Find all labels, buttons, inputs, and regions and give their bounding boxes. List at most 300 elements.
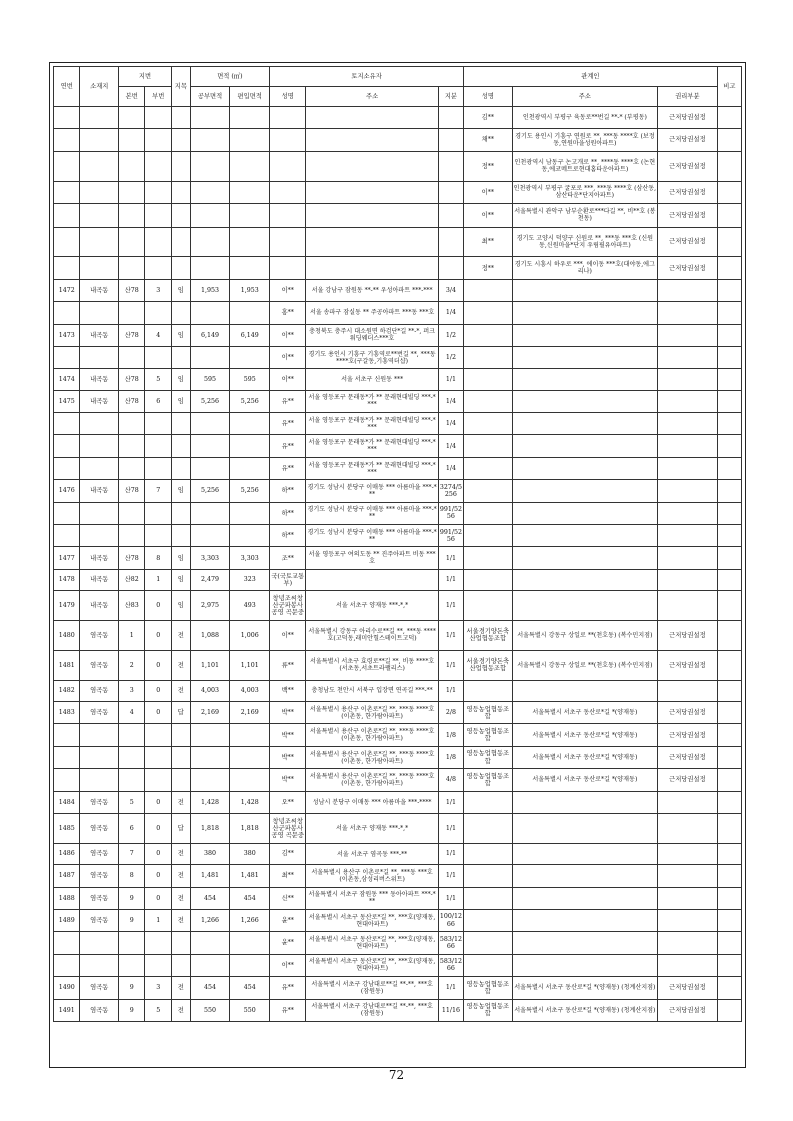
cell-incorp-area bbox=[230, 107, 270, 129]
cell-st-name bbox=[464, 910, 513, 932]
cell-share: 2/8 bbox=[438, 702, 463, 724]
cell-st-name bbox=[464, 547, 513, 569]
cell-category bbox=[171, 502, 190, 524]
cell-owner-addr: 서울 영등포구 문래동*가 ** 문래현대빌딩 ***-**** bbox=[306, 390, 438, 412]
cell-share bbox=[438, 129, 463, 151]
cell-st-name: 정** bbox=[464, 151, 513, 181]
cell-category: 임 bbox=[171, 390, 190, 412]
table-row bbox=[54, 769, 742, 791]
cell-st-addr bbox=[512, 457, 658, 479]
cell-owner-name: 박** bbox=[270, 724, 306, 746]
cell-owner-addr: 서울특별시 서초구 강남대로**길 **-**, ***호(잠원동) bbox=[306, 977, 438, 999]
table-row bbox=[54, 107, 742, 129]
cell-note bbox=[717, 435, 741, 457]
cell-sub bbox=[145, 525, 171, 547]
cell-main: 9 bbox=[119, 999, 145, 1021]
cell-note bbox=[717, 390, 741, 412]
table-row bbox=[54, 151, 742, 181]
cell-main: 4 bbox=[119, 702, 145, 724]
cell-no bbox=[54, 413, 80, 435]
table-row bbox=[54, 525, 742, 547]
cell-location: 염곡동 bbox=[80, 887, 119, 909]
table-row bbox=[54, 591, 742, 621]
cell-sub: 3 bbox=[145, 977, 171, 999]
cell-st-name: 영등농업협동조합 bbox=[464, 977, 513, 999]
cell-category bbox=[171, 302, 190, 324]
cell-no bbox=[54, 435, 80, 457]
cell-main bbox=[119, 435, 145, 457]
cell-owner-addr: 경기도 성남시 분당구 이매동 *** 아름마을 ***-*** bbox=[306, 525, 438, 547]
cell-public-area: 2,975 bbox=[190, 591, 230, 621]
cell-st-name bbox=[464, 413, 513, 435]
cell-public-area: 6,149 bbox=[190, 324, 230, 346]
cell-location bbox=[80, 204, 119, 228]
cell-st-addr: 경기도 시흥시 하우로 ***, 에이동 ***호(대야동,에그리나) bbox=[512, 257, 658, 279]
cell-incorp-area bbox=[230, 181, 270, 203]
cell-owner-addr: 서울특별시 강동구 아리수로**길 **, ***동 ****호(고덕동,래미안힐스테이트고덕) bbox=[306, 621, 438, 651]
cell-right bbox=[658, 680, 718, 701]
cell-incorp-area: 2,169 bbox=[230, 702, 270, 724]
cell-main: 산78 bbox=[119, 324, 145, 346]
cell-location bbox=[80, 769, 119, 791]
cell-st-name: 김** bbox=[464, 107, 513, 129]
cell-share bbox=[438, 227, 463, 257]
header-main: 본번 bbox=[119, 87, 145, 107]
cell-category: 임 bbox=[171, 279, 190, 301]
cell-location: 염곡동 bbox=[80, 910, 119, 932]
cell-st-name bbox=[464, 680, 513, 701]
cell-sub bbox=[145, 257, 171, 279]
cell-category: 임 bbox=[171, 591, 190, 621]
cell-incorp-area bbox=[230, 435, 270, 457]
cell-sub: 3 bbox=[145, 279, 171, 301]
cell-note bbox=[717, 129, 741, 151]
cell-incorp-area: 380 bbox=[230, 843, 270, 864]
table-row bbox=[54, 227, 742, 257]
cell-note bbox=[717, 347, 741, 369]
cell-no: 1487 bbox=[54, 865, 80, 887]
cell-owner-name: 유** bbox=[270, 977, 306, 999]
cell-share: 4/8 bbox=[438, 769, 463, 791]
cell-incorp-area bbox=[230, 302, 270, 324]
cell-st-addr: 서울특별시 서초구 동산로*길 *(양재동) bbox=[512, 724, 658, 746]
cell-owner-name: 유** bbox=[270, 999, 306, 1021]
cell-owner-addr: 경기도 성남시 분당구 이매동 *** 아름마을 ***-*** bbox=[306, 502, 438, 524]
table-row bbox=[54, 977, 742, 999]
cell-share bbox=[438, 151, 463, 181]
cell-no: 1478 bbox=[54, 569, 80, 590]
cell-category bbox=[171, 257, 190, 279]
cell-main bbox=[119, 502, 145, 524]
header-owner-name: 성명 bbox=[270, 87, 306, 107]
header-st-name: 성명 bbox=[464, 87, 513, 107]
cell-note bbox=[717, 227, 741, 257]
table-row bbox=[54, 569, 742, 590]
cell-st-name bbox=[464, 369, 513, 390]
cell-note bbox=[717, 204, 741, 228]
table-row bbox=[54, 390, 742, 412]
cell-st-addr bbox=[512, 435, 658, 457]
table-row bbox=[54, 954, 742, 976]
cell-owner-addr: 서울특별시 서초구 동산로*길 **, ***호(양재동, 현대아파트) bbox=[306, 954, 438, 976]
cell-no: 1485 bbox=[54, 814, 80, 844]
cell-public-area bbox=[190, 457, 230, 479]
cell-st-addr bbox=[512, 302, 658, 324]
cell-incorp-area: 6,149 bbox=[230, 324, 270, 346]
cell-no: 1490 bbox=[54, 977, 80, 999]
table-row bbox=[54, 347, 742, 369]
cell-main: 8 bbox=[119, 865, 145, 887]
cell-st-addr: 인천광역시 남동구 논고개로 **, ****동 ****호 (논현동,에코메트로현대홈타운아파트) bbox=[512, 151, 658, 181]
cell-st-name bbox=[464, 843, 513, 864]
cell-no: 1477 bbox=[54, 547, 80, 569]
cell-owner-name: 조** bbox=[270, 547, 306, 569]
cell-main: 산78 bbox=[119, 547, 145, 569]
cell-category: 임 bbox=[171, 569, 190, 590]
cell-incorp-area bbox=[230, 502, 270, 524]
cell-right bbox=[658, 887, 718, 909]
cell-share: 1/1 bbox=[438, 843, 463, 864]
cell-st-addr bbox=[512, 680, 658, 701]
cell-st-name: 이** bbox=[464, 181, 513, 203]
table-row bbox=[54, 457, 742, 479]
cell-main bbox=[119, 413, 145, 435]
cell-sub: 0 bbox=[145, 843, 171, 864]
cell-no bbox=[54, 932, 80, 954]
cell-sub: 1 bbox=[145, 910, 171, 932]
cell-location bbox=[80, 954, 119, 976]
cell-category bbox=[171, 954, 190, 976]
cell-owner-addr: 서울 서초구 양재동 ***-*,* bbox=[306, 591, 438, 621]
table-row bbox=[54, 843, 742, 864]
header-public-area: 공부면적 bbox=[190, 87, 230, 107]
cell-share: 1/2 bbox=[438, 324, 463, 346]
cell-owner-addr: 서울특별시 용산구 이촌로*길 **, ***동 ****호(이촌동, 한가람아파트) bbox=[306, 724, 438, 746]
cell-share: 1/4 bbox=[438, 413, 463, 435]
cell-main: 5 bbox=[119, 791, 145, 813]
cell-public-area bbox=[190, 302, 230, 324]
header-area: 면적 (㎡) bbox=[190, 67, 269, 87]
cell-location: 염곡동 bbox=[80, 650, 119, 680]
cell-public-area: 595 bbox=[190, 369, 230, 390]
cell-owner-name: 하** bbox=[270, 525, 306, 547]
cell-category: 임 bbox=[171, 369, 190, 390]
header-st-addr: 주소 bbox=[512, 87, 658, 107]
cell-sub bbox=[145, 746, 171, 768]
cell-main bbox=[119, 525, 145, 547]
cell-owner-name: 국(국토교통부) bbox=[270, 569, 306, 590]
cell-incorp-area: 493 bbox=[230, 591, 270, 621]
cell-location: 내곡동 bbox=[80, 591, 119, 621]
cell-location bbox=[80, 107, 119, 129]
cell-st-name bbox=[464, 525, 513, 547]
cell-owner-name: 이** bbox=[270, 347, 306, 369]
cell-public-area: 454 bbox=[190, 977, 230, 999]
cell-category bbox=[171, 457, 190, 479]
table-row bbox=[54, 865, 742, 887]
cell-st-name bbox=[464, 932, 513, 954]
cell-sub bbox=[145, 932, 171, 954]
cell-main: 산78 bbox=[119, 279, 145, 301]
cell-no bbox=[54, 954, 80, 976]
cell-note bbox=[717, 680, 741, 701]
cell-owner-name: 이** bbox=[270, 324, 306, 346]
table-row bbox=[54, 480, 742, 502]
cell-sub: 5 bbox=[145, 999, 171, 1021]
cell-note bbox=[717, 650, 741, 680]
cell-st-addr bbox=[512, 279, 658, 301]
cell-note bbox=[717, 999, 741, 1021]
cell-category bbox=[171, 129, 190, 151]
cell-st-addr: 서울특별시 강동구 상일로 **(천호동) (복수민지점) bbox=[512, 621, 658, 651]
cell-st-name bbox=[464, 435, 513, 457]
cell-share: 1/1 bbox=[438, 547, 463, 569]
cell-incorp-area bbox=[230, 769, 270, 791]
cell-owner-name: 이** bbox=[270, 279, 306, 301]
cell-note bbox=[717, 932, 741, 954]
cell-incorp-area bbox=[230, 525, 270, 547]
cell-right: 근저당권설정 bbox=[658, 227, 718, 257]
cell-right bbox=[658, 591, 718, 621]
cell-owner-name: 윤** bbox=[270, 910, 306, 932]
header-owner: 토지소유자 bbox=[270, 67, 464, 87]
cell-sub bbox=[145, 347, 171, 369]
cell-st-addr: 서울특별시 서초구 동산로*길 *(양재동) bbox=[512, 746, 658, 768]
cell-st-name bbox=[464, 347, 513, 369]
cell-right bbox=[658, 843, 718, 864]
cell-category: 전 bbox=[171, 843, 190, 864]
cell-public-area bbox=[190, 769, 230, 791]
table-row bbox=[54, 502, 742, 524]
cell-main bbox=[119, 181, 145, 203]
cell-share bbox=[438, 204, 463, 228]
cell-category: 전 bbox=[171, 910, 190, 932]
cell-st-name bbox=[464, 324, 513, 346]
cell-public-area: 380 bbox=[190, 843, 230, 864]
cell-incorp-area bbox=[230, 413, 270, 435]
cell-note bbox=[717, 502, 741, 524]
cell-public-area bbox=[190, 181, 230, 203]
cell-location bbox=[80, 435, 119, 457]
cell-public-area: 1,953 bbox=[190, 279, 230, 301]
cell-incorp-area: 1,101 bbox=[230, 650, 270, 680]
cell-owner-name bbox=[270, 204, 306, 228]
cell-st-addr bbox=[512, 887, 658, 909]
cell-incorp-area: 5,256 bbox=[230, 480, 270, 502]
cell-note bbox=[717, 151, 741, 181]
cell-location: 염곡동 bbox=[80, 977, 119, 999]
cell-location bbox=[80, 525, 119, 547]
cell-st-addr: 서울특별시 서초구 동산로*길 *(양재동) (청계산지점) bbox=[512, 999, 658, 1021]
cell-main bbox=[119, 457, 145, 479]
cell-location bbox=[80, 151, 119, 181]
cell-public-area: 5,256 bbox=[190, 390, 230, 412]
cell-location: 내곡동 bbox=[80, 547, 119, 569]
cell-st-addr bbox=[512, 413, 658, 435]
cell-location: 내곡동 bbox=[80, 480, 119, 502]
cell-share: 1/8 bbox=[438, 746, 463, 768]
cell-category bbox=[171, 347, 190, 369]
cell-owner-name: 박** bbox=[270, 769, 306, 791]
cell-st-addr: 인천광역시 부평구 굴포로 ***, ***동 ****호 (삼산동, 삼산타운*단지아파트) bbox=[512, 181, 658, 203]
cell-st-addr bbox=[512, 591, 658, 621]
cell-incorp-area: 1,818 bbox=[230, 814, 270, 844]
cell-owner-addr: 서울특별시 용산구 이촌로*길 **, ***동 ****호(이촌동, 한가람아파트) bbox=[306, 746, 438, 768]
cell-incorp-area bbox=[230, 932, 270, 954]
cell-no bbox=[54, 181, 80, 203]
cell-st-addr: 서울특별시 서초구 동산로*길 *(양재동) bbox=[512, 769, 658, 791]
cell-public-area: 1,481 bbox=[190, 865, 230, 887]
cell-no: 1479 bbox=[54, 591, 80, 621]
cell-incorp-area bbox=[230, 724, 270, 746]
cell-category: 임 bbox=[171, 547, 190, 569]
cell-main bbox=[119, 204, 145, 228]
cell-location: 내곡동 bbox=[80, 390, 119, 412]
cell-right: 근저당권설정 bbox=[658, 999, 718, 1021]
cell-main bbox=[119, 724, 145, 746]
cell-category: 전 bbox=[171, 621, 190, 651]
cell-incorp-area bbox=[230, 257, 270, 279]
cell-location bbox=[80, 181, 119, 203]
cell-public-area bbox=[190, 954, 230, 976]
cell-sub: 5 bbox=[145, 369, 171, 390]
cell-owner-addr: 경기도 성남시 분당구 이매동 *** 아름마을 ***-*** bbox=[306, 480, 438, 502]
cell-owner-name bbox=[270, 257, 306, 279]
cell-no bbox=[54, 769, 80, 791]
cell-note bbox=[717, 480, 741, 502]
cell-st-name bbox=[464, 865, 513, 887]
cell-incorp-area: 595 bbox=[230, 369, 270, 390]
cell-note bbox=[717, 181, 741, 203]
cell-main bbox=[119, 302, 145, 324]
cell-incorp-area bbox=[230, 347, 270, 369]
cell-category: 전 bbox=[171, 791, 190, 813]
cell-no: 1491 bbox=[54, 999, 80, 1021]
cell-no: 1476 bbox=[54, 480, 80, 502]
cell-right bbox=[658, 932, 718, 954]
cell-right bbox=[658, 502, 718, 524]
cell-sub bbox=[145, 181, 171, 203]
cell-right: 근저당권설정 bbox=[658, 181, 718, 203]
cell-right bbox=[658, 390, 718, 412]
cell-owner-name: 류** bbox=[270, 650, 306, 680]
cell-note bbox=[717, 865, 741, 887]
cell-incorp-area bbox=[230, 204, 270, 228]
cell-st-addr bbox=[512, 369, 658, 390]
cell-category: 전 bbox=[171, 865, 190, 887]
cell-right bbox=[658, 413, 718, 435]
cell-no bbox=[54, 257, 80, 279]
cell-public-area bbox=[190, 204, 230, 228]
cell-st-addr: 서울특별시 서초구 동산로*길 *(양재동) bbox=[512, 702, 658, 724]
cell-public-area bbox=[190, 413, 230, 435]
cell-owner-addr bbox=[306, 181, 438, 203]
cell-sub bbox=[145, 204, 171, 228]
cell-share: 100/1266 bbox=[438, 910, 463, 932]
cell-owner-name bbox=[270, 151, 306, 181]
cell-owner-name: 신** bbox=[270, 887, 306, 909]
cell-st-name: 영등농업협동조합 bbox=[464, 999, 513, 1021]
cell-incorp-area: 1,428 bbox=[230, 791, 270, 813]
cell-st-addr bbox=[512, 843, 658, 864]
table-row bbox=[54, 547, 742, 569]
cell-incorp-area: 3,303 bbox=[230, 547, 270, 569]
cell-owner-name: 하** bbox=[270, 480, 306, 502]
cell-note bbox=[717, 977, 741, 999]
cell-st-addr bbox=[512, 932, 658, 954]
cell-no bbox=[54, 302, 80, 324]
header-location: 소재지 bbox=[80, 67, 119, 107]
cell-st-name: 영등농업협동조합 bbox=[464, 724, 513, 746]
cell-note bbox=[717, 569, 741, 590]
cell-incorp-area bbox=[230, 457, 270, 479]
cell-no: 1482 bbox=[54, 680, 80, 701]
cell-st-addr bbox=[512, 791, 658, 813]
cell-st-name: 서울경기양돈축산업협동조합 bbox=[464, 650, 513, 680]
cell-st-name: 정** bbox=[464, 257, 513, 279]
cell-note bbox=[717, 324, 741, 346]
cell-right: 근저당권설정 bbox=[658, 746, 718, 768]
cell-category: 전 bbox=[171, 680, 190, 701]
cell-category bbox=[171, 769, 190, 791]
cell-public-area bbox=[190, 129, 230, 151]
table-row bbox=[54, 724, 742, 746]
cell-st-name bbox=[464, 480, 513, 502]
cell-right bbox=[658, 457, 718, 479]
cell-owner-name: 이** bbox=[270, 369, 306, 390]
cell-location: 내곡동 bbox=[80, 279, 119, 301]
header-lot: 지번 bbox=[119, 67, 172, 87]
cell-category bbox=[171, 181, 190, 203]
cell-owner-addr bbox=[306, 569, 438, 590]
header-stakeholder: 관계인 bbox=[464, 67, 718, 87]
cell-owner-addr bbox=[306, 204, 438, 228]
cell-location bbox=[80, 347, 119, 369]
cell-main bbox=[119, 129, 145, 151]
cell-owner-addr: 서울특별시 용산구 이촌로*길 **, ***동 ****호 (이촌동, 한가람아파트) bbox=[306, 702, 438, 724]
cell-right: 근저당권설정 bbox=[658, 769, 718, 791]
cell-no bbox=[54, 525, 80, 547]
cell-category: 전 bbox=[171, 999, 190, 1021]
cell-owner-name bbox=[270, 227, 306, 257]
cell-st-name: 이** bbox=[464, 204, 513, 228]
cell-note bbox=[717, 457, 741, 479]
cell-public-area bbox=[190, 525, 230, 547]
cell-st-addr bbox=[512, 324, 658, 346]
cell-public-area: 4,003 bbox=[190, 680, 230, 701]
cell-owner-name: 유** bbox=[270, 435, 306, 457]
cell-note bbox=[717, 525, 741, 547]
cell-owner-name: 창녕조씨창산군파봉사공영 곡문중 bbox=[270, 591, 306, 621]
cell-sub bbox=[145, 457, 171, 479]
cell-location: 염곡동 bbox=[80, 621, 119, 651]
table-row bbox=[54, 369, 742, 390]
cell-owner-addr: 서울 강남구 잠원동 **-** 우성아파트 ***-*** bbox=[306, 279, 438, 301]
cell-note bbox=[717, 954, 741, 976]
cell-st-name bbox=[464, 791, 513, 813]
cell-sub: 0 bbox=[145, 814, 171, 844]
cell-share bbox=[438, 181, 463, 203]
cell-location: 염곡동 bbox=[80, 865, 119, 887]
cell-right: 근저당권설정 bbox=[658, 151, 718, 181]
cell-sub bbox=[145, 129, 171, 151]
cell-owner-addr: 서울 영등포구 여의도동 ** 진주아파트 비동 ***호 bbox=[306, 547, 438, 569]
cell-note bbox=[717, 107, 741, 129]
cell-owner-addr: 서울특별시 용산구 이촌로*길 **, ***동 ***호 (이촌동,삼성리버스위트) bbox=[306, 865, 438, 887]
table-row bbox=[54, 413, 742, 435]
cell-public-area: 1,428 bbox=[190, 791, 230, 813]
cell-owner-addr: 서울특별시 서초구 효령로**길 **, 비동 ****호(서초동,서초트라팰리스) bbox=[306, 650, 438, 680]
